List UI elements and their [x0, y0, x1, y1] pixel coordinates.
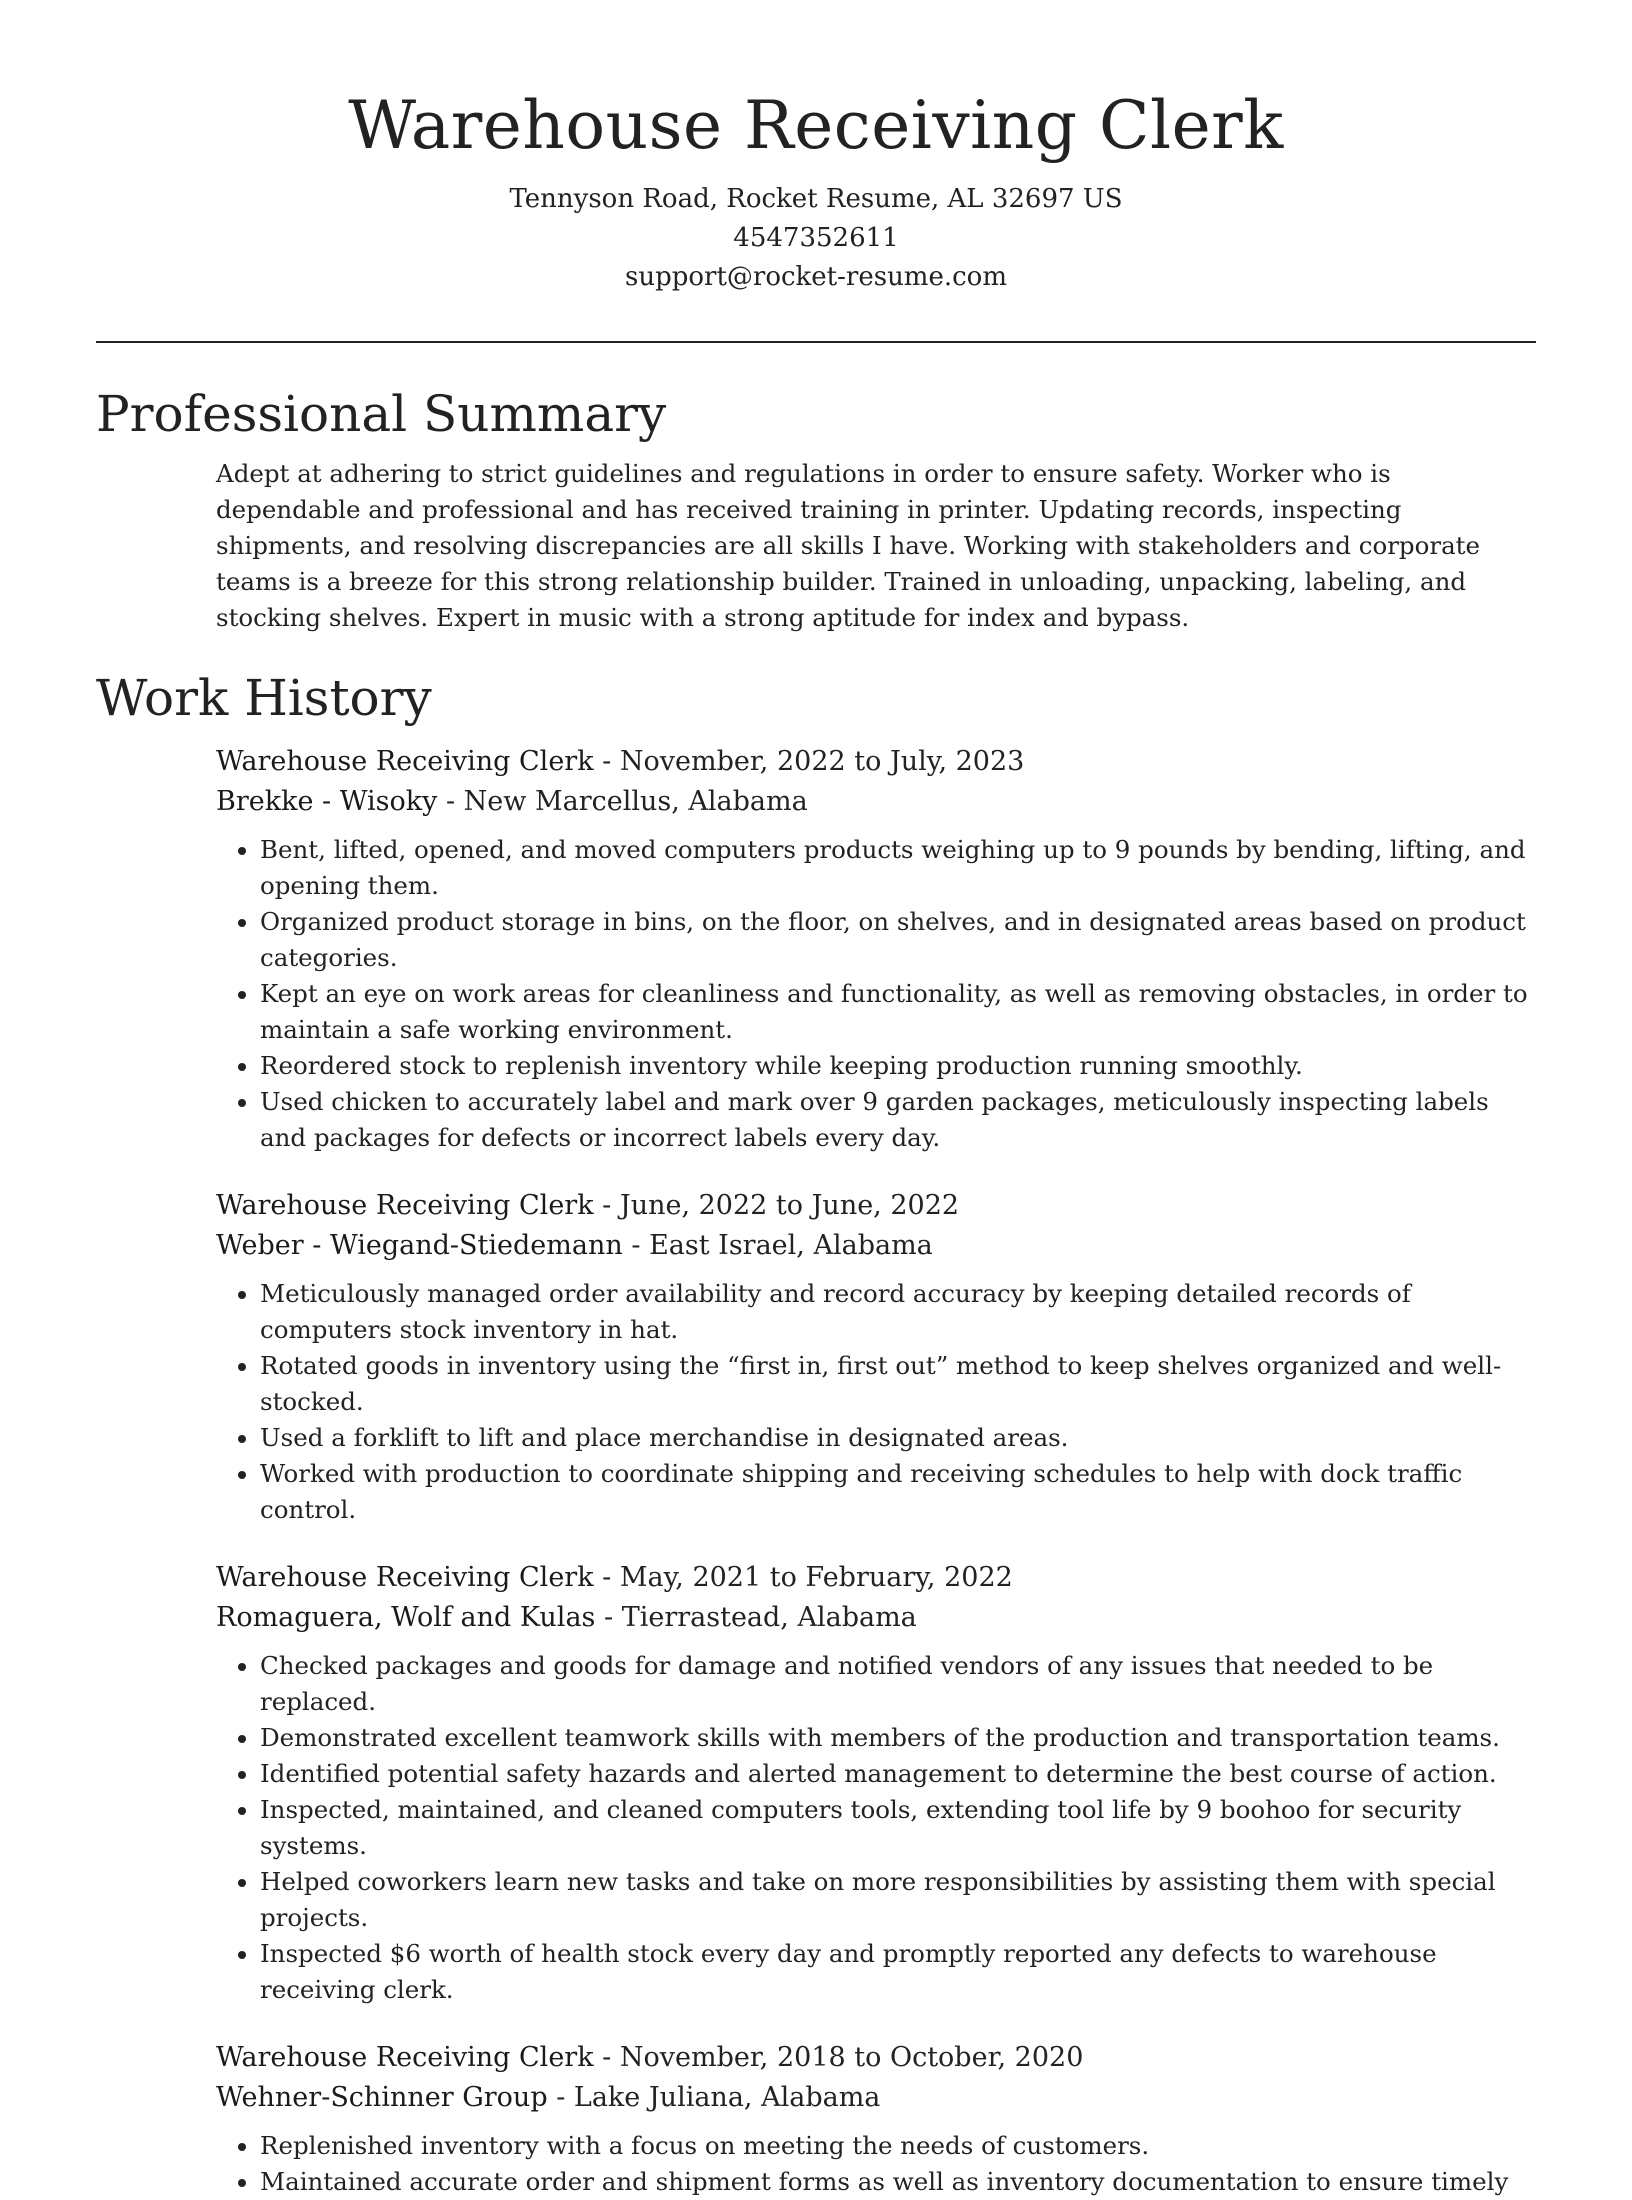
resume-header — [0, 0, 1632, 297]
work-history-title: Work History — [96, 669, 432, 727]
job-company: Wehner-Schinner Group — [216, 2082, 548, 2113]
contact-email: support@rocket-resume.com — [624, 262, 1007, 292]
separator: - — [593, 1562, 620, 1593]
job-location: Tierrastead, Alabama — [621, 1602, 917, 1633]
job-entry — [216, 742, 1536, 1156]
job-bullet: • Maintained accurate order and shipment forms as well as inventory documentation to ensure timely — [260, 2164, 1536, 2200]
job-bullet: • Kept an eye on work areas for cleanliness and functionality, as well as removing obstacles, in order to maintain a safe working environment. — [260, 976, 1536, 1048]
job-company-line — [216, 782, 1536, 822]
job-bullets — [216, 1276, 1536, 1528]
contact-address: Tennyson Road, Rocket Resume, AL 32697 US — [509, 184, 1123, 214]
job-bullet: • Worked with production to coordinate shipping and receiving schedules to help with dock traffic control. — [260, 1456, 1536, 1528]
job-bullet: • Bent, lifted, opened, and moved computers products weighing up to 9 pounds by bending, lifting, and opening them. — [260, 832, 1536, 904]
job-role: Warehouse Receiving Clerk — [216, 2042, 594, 2073]
separator: - — [437, 786, 464, 817]
job-role: Warehouse Receiving Clerk — [216, 1190, 594, 1221]
job-company: Brekke - Wisoky — [216, 786, 438, 817]
job-company: Weber - Wiegand-Stiedemann — [216, 1230, 623, 1261]
job-bullet: • Rotated goods in inventory using the “first in, first out” method to keep shelves organized and well-stocked. — [260, 1348, 1536, 1420]
separator: - — [595, 1602, 622, 1633]
job-role: Warehouse Receiving Clerk — [216, 746, 594, 777]
summary-section — [96, 384, 1536, 636]
separator: - — [593, 746, 620, 777]
contact-info — [0, 180, 1632, 297]
job-title-line — [216, 1558, 1536, 1598]
job-bullet: • Demonstrated excellent teamwork skills with members of the production and transportation teams. — [260, 1720, 1536, 1756]
job-entry — [216, 2038, 1536, 2200]
job-title-line — [216, 1186, 1536, 1226]
job-bullet: • Identified potential safety hazards and alerted management to determine the best course of action. — [260, 1756, 1536, 1792]
job-dates: November, 2022 to July, 2023 — [619, 746, 1025, 777]
job-bullets — [216, 1648, 1536, 2008]
job-dates: June, 2022 to June, 2022 — [619, 1190, 960, 1221]
job-title-line — [216, 2038, 1536, 2078]
job-bullet: • Checked packages and goods for damage and notified vendors of any issues that needed to be replaced. — [260, 1648, 1536, 1720]
contact-phone: 4547352611 — [733, 223, 899, 253]
job-entry — [216, 1558, 1536, 2008]
job-role: Warehouse Receiving Clerk — [216, 1562, 594, 1593]
candidate-name: Warehouse Receiving Clerk — [348, 87, 1284, 164]
job-bullet: • Inspected, maintained, and cleaned computers tools, extending tool life by 9 boohoo for security systems. — [260, 1792, 1536, 1864]
job-company-line — [216, 1226, 1536, 1266]
summary-text: Adept at adhering to strict guidelines and regulations in order to ensure safety. Worker who is dependable and professional and has received training in printer. Updating records, inspecting shipments, and resolving discrepancies are all skills I have. Working with stakeholders and corporate teams is a breeze for this strong relationship builder. Trained in unloading, unpacking, labeling, and stocking shelves. Expert in music with a strong aptitude for index and bypass. — [216, 459, 1481, 632]
separator: - — [593, 2042, 620, 2073]
job-bullet: • Inspected $6 worth of health stock every day and promptly reported any defects to warehouse receiving clerk. — [260, 1936, 1536, 2008]
job-title-line — [216, 742, 1536, 782]
job-dates: November, 2018 to October, 2020 — [619, 2042, 1084, 2073]
job-bullet: • Meticulously managed order availability and record accuracy by keeping detailed records of computers stock inventory in hat. — [260, 1276, 1536, 1348]
job-company: Romaguera, Wolf and Kulas — [216, 1602, 596, 1633]
job-company-line — [216, 2078, 1536, 2118]
job-bullet: • Helped coworkers learn new tasks and take on more responsibilities by assisting them with special projects. — [260, 1864, 1536, 1936]
job-dates: May, 2021 to February, 2022 — [619, 1562, 1013, 1593]
job-location: East Israel, Alabama — [649, 1230, 933, 1261]
separator: - — [622, 1230, 650, 1261]
job-entry — [216, 1186, 1536, 1528]
job-location: New Marcellus, Alabama — [463, 786, 808, 817]
job-bullet: • Used a forklift to lift and place merchandise in designated areas. — [260, 1420, 1536, 1456]
header-divider — [96, 341, 1536, 343]
work-history-section — [96, 668, 1536, 2200]
job-bullet: • Used chicken to accurately label and mark over 9 garden packages, meticulously inspecting labels and packages for defects or incorrect labels every day. — [260, 1084, 1536, 1156]
job-bullet: • Replenished inventory with a focus on meeting the needs of customers. — [260, 2128, 1536, 2164]
separator: - — [547, 2082, 574, 2113]
job-bullet: • Reordered stock to replenish inventory while keeping production running smoothly. — [260, 1048, 1536, 1084]
job-bullets — [216, 832, 1536, 1156]
separator: - — [593, 1190, 620, 1221]
job-location: Lake Juliana, Alabama — [573, 2082, 881, 2113]
job-bullets — [216, 2128, 1536, 2200]
job-bullet: • Organized product storage in bins, on the floor, on shelves, and in designated areas based on product categories. — [260, 904, 1536, 976]
job-company-line — [216, 1598, 1536, 1638]
summary-title: Professional Summary — [96, 385, 667, 443]
